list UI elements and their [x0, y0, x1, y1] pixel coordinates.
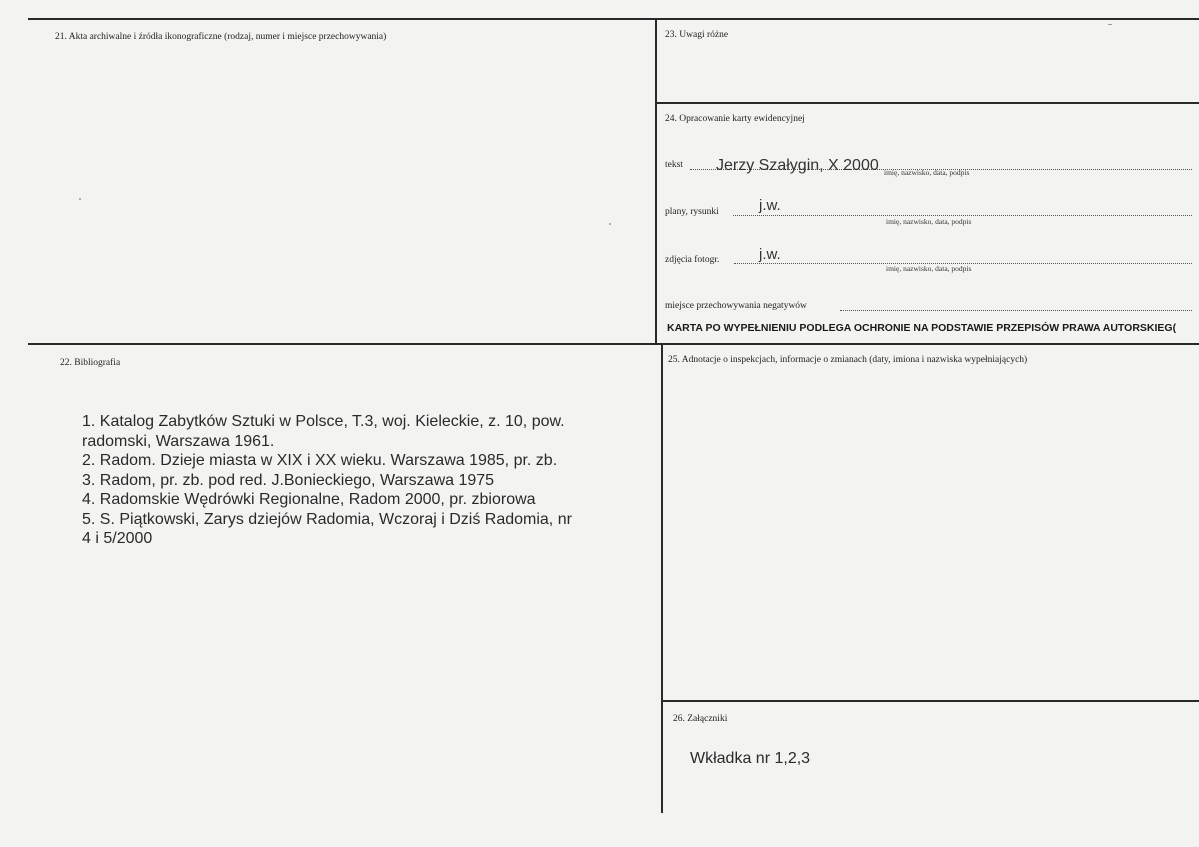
zdjecia-value: j.w. [759, 246, 781, 263]
lower-column-divider [661, 343, 663, 813]
plany-dotted-line [733, 215, 1192, 216]
section-25-26-divider [663, 700, 1199, 702]
bibliography-line: 4 i 5/2000 [82, 530, 153, 547]
attachments-value: Wkładka nr 1,2,3 [690, 750, 811, 767]
bibliography-line: 3. Radom, pr. zb. pod red. J.Bonieckiego, Warszawa 1975 [82, 471, 495, 489]
plany-value: j.w. [759, 197, 781, 214]
section-21-label: 21. Akta archiwalne i źródła ikonograficzne (rodzaj, numer i miejsce przechowywania) [55, 32, 387, 42]
bibliography-line: 4. Radomskie Wędrówki Regionalne, Radom 2000, pr. zbiorowa [82, 491, 536, 508]
plany-label: plany, rysunki [665, 207, 719, 217]
negatywy-label: miejsce przechowywania negatywów [665, 301, 807, 311]
top-border-line [28, 18, 1199, 20]
copyright-notice: KARTA PO WYPEŁNIENIU PODLEGA OCHRONIE NA PODSTAWIE PRZEPISÓW PRAWA AUTORSKIEG( [667, 322, 1177, 334]
scan-speck [1108, 24, 1112, 25]
middle-divider-line [28, 343, 1199, 345]
bibliography-line: 5. S. Piątkowski, Zarys dziejów Radomia, Wczoraj i Dziś Radomia, nr [82, 510, 572, 528]
section-26-label: 26. Załączniki [673, 714, 728, 724]
tekst-label: tekst [665, 160, 683, 170]
scan-speck [609, 223, 611, 225]
bibliography-line: 2. Radom. Dzieje miasta w XIX i XX wieku. Warszawa 1985, pr. zb. [82, 452, 558, 469]
bibliography-line: radomski, Warszawa 1961. [82, 432, 275, 450]
tekst-caption: imię, nazwisko, data, podpis [884, 168, 970, 177]
plany-caption: imię, nazwisko, data, podpis [886, 217, 972, 226]
section-22-label: 22. Bibliografia [60, 358, 121, 368]
tekst-value: Jerzy Szałygin, X 2000 [716, 157, 879, 174]
bibliography-list [82, 412, 622, 549]
zdjecia-caption: imię, nazwisko, data, podpis [886, 264, 972, 273]
section-23-label: 23. Uwagi różne [665, 30, 729, 40]
bibliography-line: 1. Katalog Zabytków Sztuki w Polsce, T.3, woj. Kieleckie, z. 10, pow. [82, 413, 565, 430]
zdjecia-label: zdjęcia fotogr. [665, 255, 720, 265]
negatywy-dotted-line [840, 310, 1192, 311]
scan-speck [79, 198, 81, 200]
section-25-label: 25. Adnotacje o inspekcjach, informacje o zmianach (daty, imiona i nazwiska wypełniających) [668, 355, 1028, 365]
section-24-label: 24. Opracowanie karty ewidencyjnej [665, 114, 805, 124]
section-23-24-divider [656, 102, 1199, 104]
upper-column-divider [655, 18, 657, 345]
